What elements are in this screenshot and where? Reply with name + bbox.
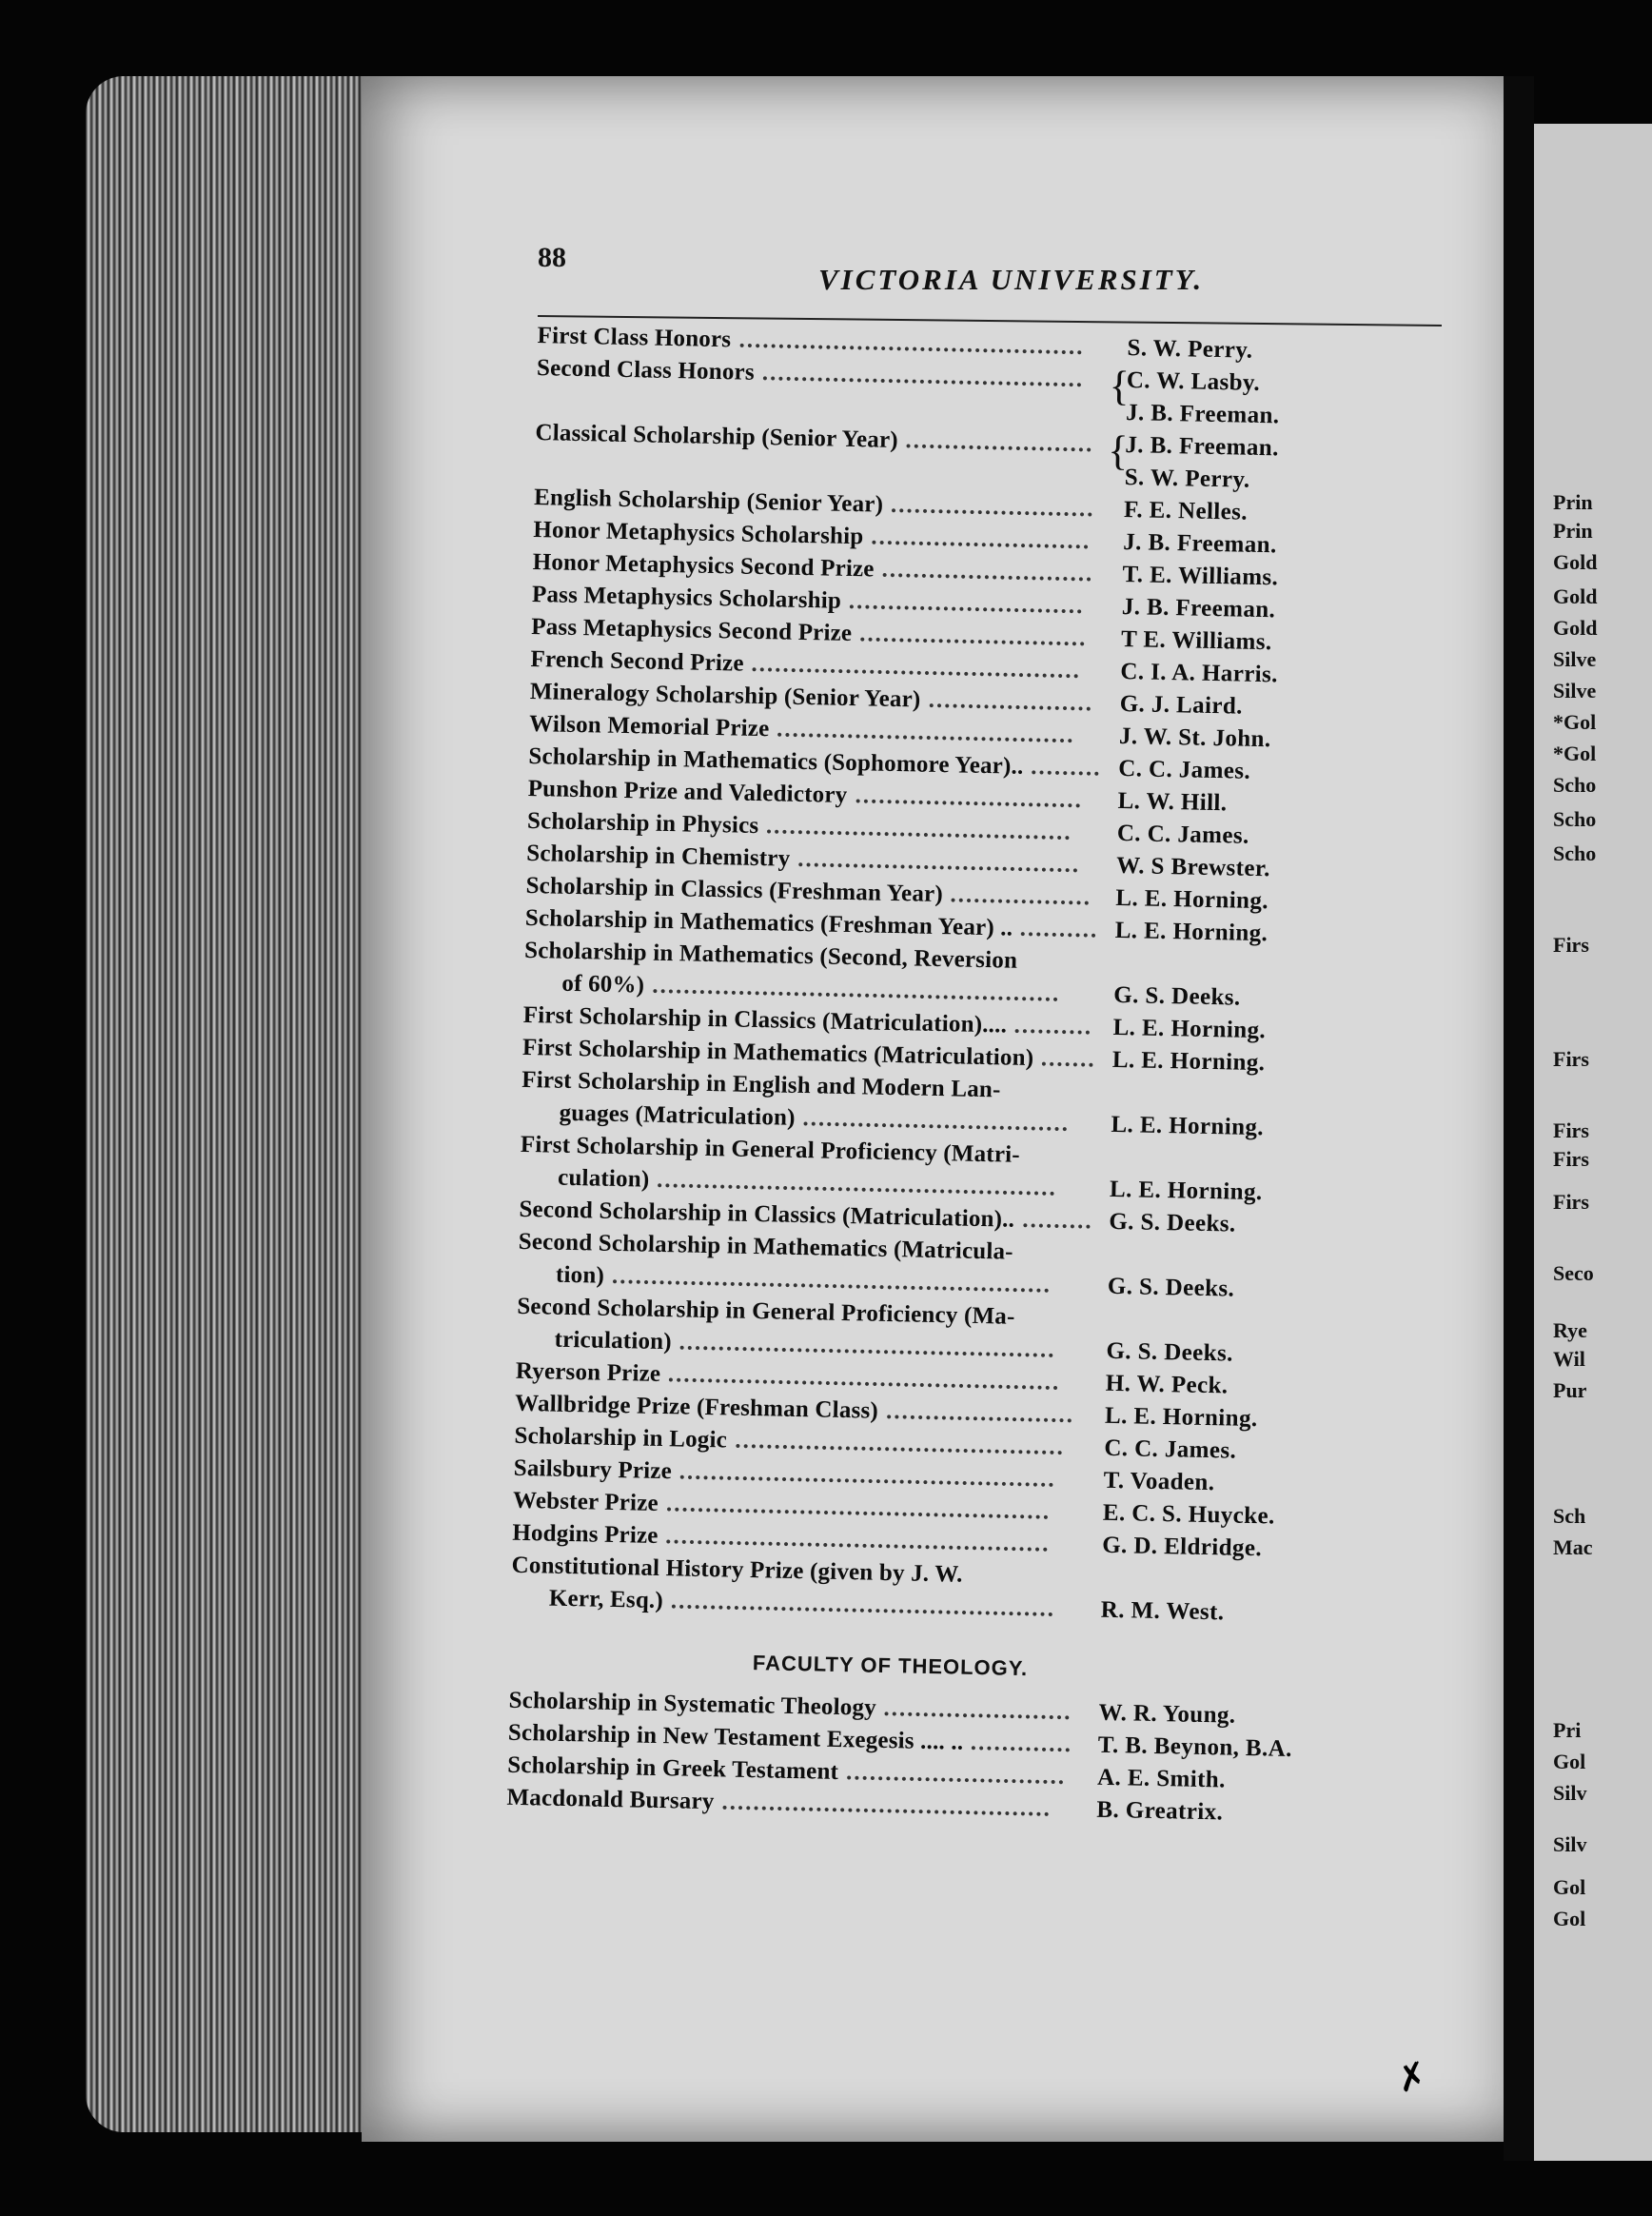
winner-name: S. W. Perry.	[1124, 465, 1250, 493]
winner-name: C. C. James.	[1118, 755, 1251, 784]
winner-name: H. W. Peck.	[1105, 1370, 1229, 1399]
award-name: culation)	[557, 1164, 650, 1193]
facing-page-fragment: Prin	[1553, 519, 1593, 543]
facing-page-fragment: Gol	[1553, 1750, 1586, 1773]
dot-leader: .........	[1031, 754, 1102, 782]
dot-leader: .................................................	[665, 1523, 1051, 1557]
dot-leader: ....................................	[796, 845, 1081, 879]
dot-leader: .................................................	[665, 1491, 1052, 1525]
running-title: VICTORIA UNIVERSITY.	[818, 263, 1205, 296]
dot-leader: ........................	[885, 1397, 1075, 1429]
brace-mark: {	[1109, 362, 1131, 410]
award-name: First Scholarship in General Proficiency (Matri-	[520, 1131, 1021, 1168]
award-name: Scholarship in Systematic Theology	[508, 1687, 877, 1721]
facing-page-fragment: Gol	[1553, 1875, 1586, 1899]
dot-leader: ..................................	[802, 1105, 1071, 1137]
dot-leader: ................................................	[678, 1329, 1056, 1363]
award-name: Pass Metaphysics Second Prize	[531, 613, 853, 647]
dot-leader: ..................................................	[667, 1361, 1061, 1395]
award-name: Macdonald Bursary	[506, 1784, 715, 1815]
award-name: Second Class Honors	[536, 355, 756, 386]
winner-name: L. E. Horning.	[1112, 1014, 1267, 1044]
dot-leader: ...........................	[881, 556, 1094, 587]
winner-name: T E. Williams.	[1120, 625, 1272, 656]
facing-page-fragment: Firs	[1553, 1047, 1589, 1071]
dot-leader: ............................	[871, 524, 1092, 555]
award-name: French Second Prize	[530, 645, 744, 677]
dot-leader: .....................	[928, 686, 1094, 717]
dot-leader: ................................................	[678, 1458, 1056, 1493]
dot-leader: ........................................................	[611, 1262, 1052, 1298]
winner-name: T. B. Beynon, B.A.	[1097, 1731, 1293, 1762]
winner-name: C. C. James.	[1104, 1434, 1237, 1464]
award-name: Wallbridge Prize (Freshman Class)	[514, 1390, 879, 1424]
award-name: Second Scholarship in Classics (Matriculation)..	[519, 1196, 1015, 1233]
winner-name: G. S. Deeks.	[1109, 1208, 1236, 1237]
facing-page-edge	[1534, 124, 1652, 2161]
winner-name: B. Greatrix.	[1096, 1796, 1224, 1826]
award-name: Webster Prize	[512, 1487, 659, 1516]
dot-leader: ..........................................	[735, 1427, 1066, 1460]
award-name: Ryerson Prize	[515, 1357, 661, 1387]
winner-name: T. E. Williams.	[1122, 561, 1279, 591]
award-name: Scholarship in Chemistry	[526, 840, 791, 872]
book-gutter	[1504, 76, 1534, 2161]
winner-name: G. S. Deeks.	[1113, 981, 1241, 1011]
facing-page-fragment: Gold	[1553, 616, 1598, 640]
winner-name: C. I. A. Harris.	[1120, 658, 1279, 688]
awards-list	[459, 322, 1347, 1834]
winner-name: L. E. Horning.	[1115, 884, 1269, 915]
award-name: First Scholarship in Classics (Matriculation)....	[522, 1001, 1008, 1039]
award-name: Scholarship in Physics	[526, 807, 759, 840]
award-name: Honor Metaphysics Scholarship	[533, 517, 864, 550]
winner-name: L. W. Hill.	[1117, 787, 1228, 817]
award-name: Scholarship in Greek Testament	[506, 1751, 839, 1785]
award-name: Honor Metaphysics Second Prize	[532, 548, 875, 583]
award-name: Scholarship in Mathematics (Freshman Year) ..	[524, 904, 1013, 941]
facing-page-fragment: Seco	[1553, 1261, 1594, 1285]
facing-page-fragment: Pri	[1553, 1718, 1582, 1742]
award-name: Second Scholarship in Mathematics (Matricula-	[518, 1228, 1014, 1265]
dot-leader: .......	[1040, 1045, 1096, 1073]
facing-page-fragment: Pur	[1553, 1378, 1587, 1402]
winner-name: T. Voaden.	[1103, 1467, 1215, 1496]
award-name: tion)	[555, 1261, 605, 1289]
dot-leader: .................................................	[670, 1588, 1056, 1622]
winner-name: S. W. Perry.	[1127, 335, 1253, 364]
award-name: English Scholarship (Senior Year)	[533, 485, 884, 518]
winner-name: J. W. St. John.	[1118, 722, 1271, 753]
award-name: First Scholarship in Mathematics (Matriculation)	[521, 1034, 1034, 1072]
facing-page-fragment: Firs	[1553, 1190, 1589, 1214]
facing-page-fragment: Gold	[1553, 584, 1598, 608]
award-name: Scholarship in New Testament Exegesis .... ..	[507, 1719, 964, 1755]
winner-name: W. R. Young.	[1098, 1699, 1236, 1729]
book-page-edges	[86, 76, 371, 2132]
winner-name: L. E. Horning.	[1104, 1402, 1258, 1433]
facing-page-fragment: Scho	[1553, 841, 1597, 865]
dot-leader: .........	[1022, 1206, 1093, 1235]
dot-leader: .........................................	[761, 360, 1085, 393]
facing-page-fragment: Prin	[1553, 490, 1593, 514]
facing-page-fragment: Silv	[1553, 1832, 1587, 1856]
award-name: Scholarship in Mathematics (Sophomore Year)..	[528, 742, 1024, 780]
award-name: Constitutional History Prize (given by J. W.	[511, 1552, 963, 1588]
winner-name: J. B. Freeman.	[1125, 400, 1280, 429]
winner-name: G. D. Eldridge.	[1101, 1532, 1263, 1562]
winner-name: R. M. West.	[1100, 1596, 1225, 1626]
dot-leader: ..........	[1019, 915, 1099, 943]
dot-leader: .............	[970, 1729, 1073, 1758]
dot-leader: ........................	[883, 1694, 1072, 1726]
facing-page-fragment: Gol	[1553, 1907, 1586, 1930]
award-name: Kerr, Esq.)	[548, 1585, 664, 1614]
page-number: 88	[538, 242, 566, 273]
winner-name: W. S Brewster.	[1115, 852, 1271, 882]
winner-name: G. S. Deeks.	[1106, 1337, 1234, 1367]
winner-name: L. E. Horning.	[1111, 1111, 1265, 1141]
dot-leader: .......................................	[765, 813, 1072, 845]
facing-page-fragment: Silv	[1553, 1781, 1587, 1805]
winner-name: J. B. Freeman.	[1121, 593, 1276, 623]
award-name: Hodgins Prize	[512, 1519, 659, 1549]
dot-leader: .............................	[858, 621, 1088, 652]
facing-page-fragment: *Gol	[1553, 710, 1597, 734]
facing-page-fragment: Sch	[1553, 1504, 1586, 1528]
award-name: of 60%)	[561, 970, 645, 999]
dot-leader: ............................	[845, 1759, 1067, 1791]
award-name: Scholarship in Mathematics (Second, Reversion	[523, 937, 1018, 974]
winner-name: A. E. Smith.	[1096, 1764, 1227, 1793]
winner-name: J. B. Freeman.	[1125, 432, 1280, 462]
winner-name: L. E. Horning.	[1114, 917, 1268, 947]
dot-leader: ............................................	[738, 326, 1085, 361]
winner-name: C. W. Lasby.	[1126, 367, 1261, 396]
ink-mark: ✗	[1392, 2054, 1432, 2102]
facing-page-fragment: Scho	[1553, 773, 1597, 797]
award-name: Scholarship in Classics (Freshman Year)	[525, 872, 944, 908]
award-name: First Scholarship in English and Modern Lan-	[521, 1066, 1001, 1103]
winner-name: C. C. James.	[1116, 820, 1249, 849]
facing-page-fragment: Gold	[1553, 550, 1598, 574]
dot-leader: ..........................................	[751, 650, 1082, 684]
winner-name: J. B. Freeman.	[1123, 528, 1277, 559]
facing-page-fragment: Firs	[1553, 1118, 1589, 1142]
winner-name: G. S. Deeks.	[1107, 1273, 1235, 1302]
dot-leader: ........................	[905, 427, 1094, 458]
winner-name: F. E. Nelles.	[1123, 496, 1249, 525]
dot-leader: ....................................................	[652, 972, 1061, 1007]
award-name: Mineralogy Scholarship (Senior Year)	[529, 678, 921, 713]
award-name: Punshon Prize and Valedictory	[527, 775, 848, 808]
facing-page-fragment: Mac	[1553, 1535, 1593, 1559]
dot-leader: ...................................................	[656, 1166, 1058, 1201]
winner-name: E. C. S. Huycke.	[1102, 1499, 1275, 1530]
brace-mark: {	[1107, 426, 1129, 475]
award-name: Sailsbury Prize	[513, 1454, 673, 1485]
dot-leader: ..............................	[848, 587, 1085, 620]
dot-leader: .............................	[855, 782, 1084, 814]
winner-name: L. E. Horning.	[1111, 1046, 1266, 1077]
award-name: Scholarship in Logic	[514, 1422, 728, 1454]
winner-name: L. E. Horning.	[1109, 1176, 1263, 1206]
facing-page-fragment: Wil	[1553, 1347, 1585, 1371]
facing-page-fragment: *Gol	[1553, 742, 1597, 765]
dot-leader: ..........	[1013, 1012, 1093, 1040]
facing-page-fragment: Firs	[1553, 1147, 1589, 1171]
dot-leader: ......................................	[776, 716, 1075, 748]
dot-leader: ..........................................	[721, 1789, 1052, 1822]
award-name: Classical Scholarship (Senior Year)	[535, 420, 899, 454]
facing-page-fragment: Rye	[1553, 1318, 1587, 1342]
dot-leader: ..........................	[890, 491, 1095, 523]
award-name: Wilson Memorial Prize	[528, 710, 770, 742]
award-name: Second Scholarship in General Proficiency (Ma-	[517, 1293, 1015, 1330]
award-name: First Class Honors	[537, 323, 732, 353]
winner-name: G. J. Laird.	[1119, 690, 1244, 720]
facing-page-fragment: Scho	[1553, 807, 1597, 831]
facing-page-fragment: Silve	[1553, 679, 1597, 702]
award-name: triculation)	[554, 1326, 673, 1355]
facing-page-fragment: Firs	[1553, 933, 1589, 957]
award-name: Pass Metaphysics Scholarship	[531, 581, 842, 614]
section-heading: FACULTY OF THEOLOGY.	[752, 1651, 1029, 1681]
dot-leader: ..................	[950, 881, 1092, 911]
facing-page-fragment: Silve	[1553, 647, 1597, 671]
award-name: guages (Matriculation)	[559, 1099, 796, 1131]
